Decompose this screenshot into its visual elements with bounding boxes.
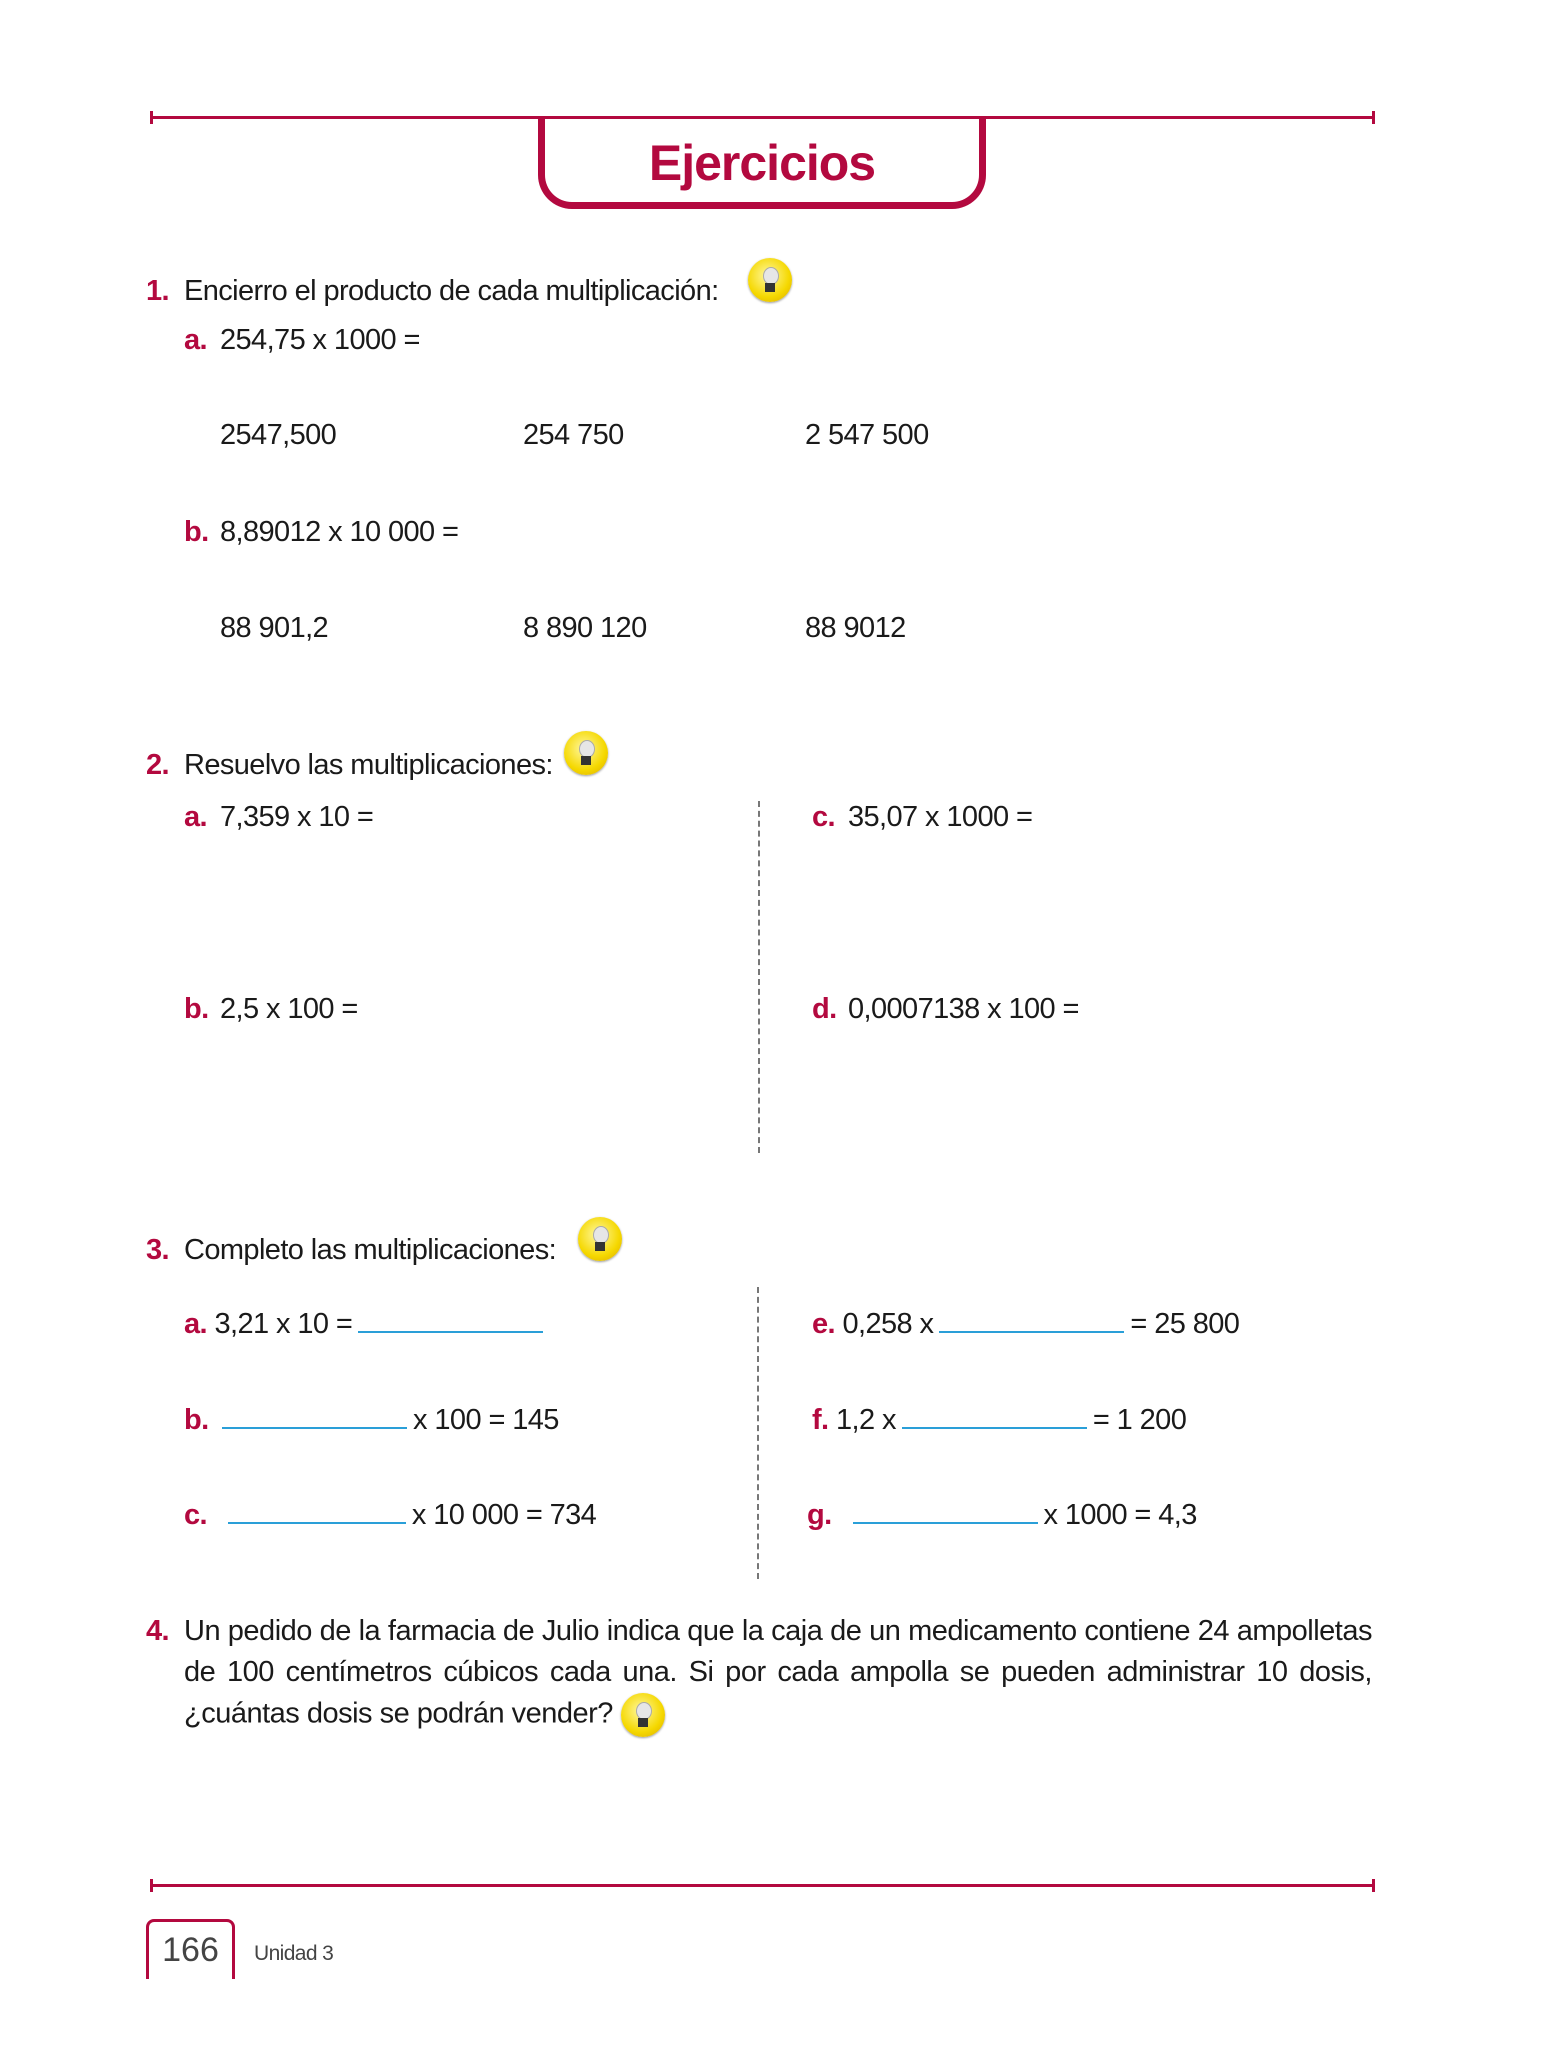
q1a-label: a.	[184, 324, 207, 356]
unit-label: Unidad 3	[254, 1942, 334, 1965]
q3a-label: a.	[184, 1308, 207, 1340]
q1b-option[interactable]: 8 890 120	[523, 612, 647, 644]
column-divider	[757, 1287, 759, 1579]
answer-blank[interactable]	[228, 1522, 406, 1524]
q1a-option[interactable]: 254 750	[523, 419, 624, 451]
q2-number: 2.	[146, 749, 169, 781]
q2d-expr: 0,0007138 x 100 =	[848, 993, 1079, 1025]
q1a-expr: 254,75 x 1000 =	[220, 324, 420, 356]
q1b-expr: 8,89012 x 10 000 =	[220, 516, 459, 548]
q3b-row	[184, 1402, 559, 1438]
q3a-before: 3,21 x 10 =	[214, 1308, 353, 1340]
q4-number: 4.	[146, 1615, 169, 1647]
q3f-label: f.	[812, 1404, 829, 1436]
q3a-row	[184, 1306, 549, 1342]
answer-blank[interactable]	[222, 1427, 407, 1429]
q1a-option[interactable]: 2547,500	[220, 419, 337, 451]
lightbulb-icon	[748, 258, 792, 302]
q2a-expr: 7,359 x 10 =	[220, 801, 374, 833]
q1b-option[interactable]: 88 901,2	[220, 612, 329, 644]
bottom-rule	[150, 1884, 1375, 1887]
q1-text: Encierro el producto de cada multiplicación:	[184, 275, 719, 307]
q2a-label: a.	[184, 801, 207, 833]
q3f-after: = 1 200	[1092, 1404, 1187, 1436]
q2c-expr: 35,07 x 1000 =	[848, 801, 1033, 833]
title-tab	[538, 117, 986, 209]
q3e-label: e.	[812, 1308, 835, 1340]
q3g-label: g.	[807, 1499, 832, 1531]
q1a-option[interactable]: 2 547 500	[805, 419, 929, 451]
q3b-label: b.	[184, 1404, 209, 1436]
lightbulb-icon	[578, 1217, 622, 1261]
q3e-row	[812, 1306, 1239, 1342]
answer-blank[interactable]	[902, 1427, 1087, 1429]
answer-blank[interactable]	[939, 1331, 1124, 1333]
q1b-label: b.	[184, 516, 209, 548]
q2c-label: c.	[812, 801, 835, 833]
page-number-tab	[146, 1919, 235, 1979]
lightbulb-icon	[621, 1693, 665, 1737]
q2-text: Resuelvo las multiplicaciones:	[184, 749, 553, 781]
answer-blank[interactable]	[358, 1331, 543, 1333]
q3f-before: 1,2 x	[835, 1404, 896, 1436]
q4-text	[184, 1611, 1372, 1737]
column-divider	[758, 801, 760, 1153]
q2b-expr: 2,5 x 100 =	[220, 993, 358, 1025]
page-title: Ejercicios	[648, 135, 876, 191]
q3g-row	[807, 1497, 1197, 1533]
page-number: 166	[162, 1931, 219, 1969]
q1-number: 1.	[146, 275, 169, 307]
q3g-after: x 1000 = 4,3	[1043, 1499, 1197, 1531]
q2b-label: b.	[184, 993, 209, 1025]
q3c-row	[184, 1497, 596, 1533]
q3b-after: x 100 = 145	[413, 1404, 559, 1436]
q3-text: Completo las multiplicaciones:	[184, 1234, 557, 1266]
q2d-label: d.	[812, 993, 837, 1025]
q3e-before: 0,258 x	[842, 1308, 934, 1340]
q4-text-content: Un pedido de la farmacia de Julio indica que la caja de un medicamento contiene 24 ampolletas de 100 centímetros cúbicos cada una. Si por cada ampolla se pueden administrar 10 dosis, ¿cuántas dosis se podrán vender?	[184, 1615, 1372, 1730]
q3e-after: = 25 800	[1130, 1308, 1240, 1340]
lightbulb-icon	[564, 731, 608, 775]
q3f-row	[812, 1402, 1186, 1438]
q3c-label: c.	[184, 1499, 207, 1531]
q1b-option[interactable]: 88 9012	[805, 612, 906, 644]
answer-blank[interactable]	[853, 1522, 1038, 1524]
q3c-after: x 10 000 = 734	[411, 1499, 597, 1531]
q3-number: 3.	[146, 1234, 169, 1266]
